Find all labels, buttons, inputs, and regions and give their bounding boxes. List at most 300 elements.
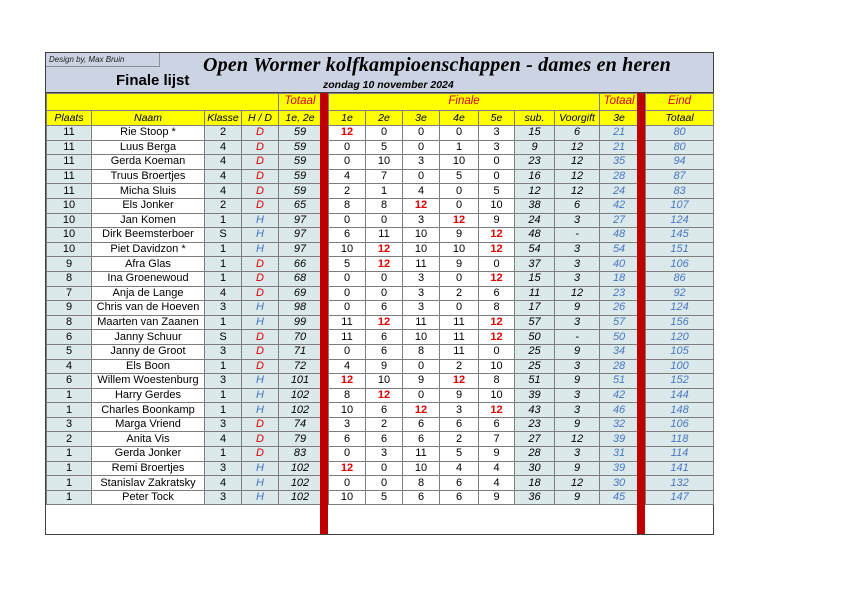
cell-finale-4e: 12 — [440, 213, 479, 228]
cell-finale-1e: 6 — [329, 228, 366, 243]
results-table — [46, 93, 714, 505]
cell-totaal-3e: 31 — [600, 447, 639, 462]
cell-finale-3e: 3 — [403, 271, 440, 286]
cell-totaal-3e: 24 — [600, 184, 639, 199]
cell-klasse: 4 — [205, 476, 242, 491]
cell-hd: H — [242, 301, 279, 316]
cell-finale-3e: 0 — [403, 359, 440, 374]
cell-totaal-1e2e: 102 — [279, 490, 322, 505]
col-header-plaats: Plaats — [47, 110, 92, 126]
table-row — [47, 432, 714, 447]
cell-finale-5e: 4 — [479, 476, 515, 491]
cell-finale-4e: 5 — [440, 169, 479, 184]
cell-voorgift: - — [555, 330, 600, 345]
cell-finale-2e: 6 — [366, 301, 403, 316]
cell-finale-1e: 0 — [329, 271, 366, 286]
cell-klasse: 4 — [205, 432, 242, 447]
cell-finale-3e: 10 — [403, 228, 440, 243]
cell-sub: 43 — [515, 403, 555, 418]
cell-totaal-3e: 28 — [600, 169, 639, 184]
cell-plaats: 3 — [47, 417, 92, 432]
cell-finale-1e: 0 — [329, 286, 366, 301]
cell-plaats: 11 — [47, 126, 92, 141]
cell-totaal-3e: 39 — [600, 461, 639, 476]
cell-finale-3e: 8 — [403, 344, 440, 359]
cell-klasse: S — [205, 228, 242, 243]
cell-voorgift: - — [555, 228, 600, 243]
cell-finale-1e: 0 — [329, 155, 366, 170]
cell-player-name: Stanislav Zakratsky — [92, 476, 205, 491]
cell-eind-totaal: 124 — [646, 213, 714, 228]
cell-finale-4e: 12 — [440, 374, 479, 389]
cell-sub: 48 — [515, 228, 555, 243]
header-group-finale: Finale — [329, 94, 600, 111]
cell-finale-2e: 0 — [366, 461, 403, 476]
cell-totaal-3e: 26 — [600, 301, 639, 316]
col-header-1e: 1e — [329, 110, 366, 126]
cell-finale-4e: 9 — [440, 257, 479, 272]
cell-finale-1e: 0 — [329, 447, 366, 462]
cell-plaats: 10 — [47, 213, 92, 228]
cell-finale-2e: 0 — [366, 286, 403, 301]
cell-voorgift: 3 — [555, 257, 600, 272]
cell-plaats: 11 — [47, 184, 92, 199]
cell-eind-totaal: 148 — [646, 403, 714, 418]
cell-totaal-3e: 32 — [600, 417, 639, 432]
cell-totaal-1e2e: 97 — [279, 213, 322, 228]
cell-klasse: 4 — [205, 286, 242, 301]
cell-sub: 11 — [515, 286, 555, 301]
header-group-eind: Eind — [646, 94, 714, 111]
col-header-klasse: Klasse — [205, 110, 242, 126]
cell-hd: D — [242, 330, 279, 345]
cell-totaal-1e2e: 68 — [279, 271, 322, 286]
cell-sub: 16 — [515, 169, 555, 184]
cell-sub: 18 — [515, 476, 555, 491]
cell-totaal-3e: 30 — [600, 476, 639, 491]
cell-totaal-3e: 18 — [600, 271, 639, 286]
cell-eind-totaal: 145 — [646, 228, 714, 243]
cell-klasse: 1 — [205, 388, 242, 403]
cell-finale-3e: 12 — [403, 198, 440, 213]
cell-finale-2e: 8 — [366, 198, 403, 213]
cell-plaats: 4 — [47, 359, 92, 374]
cell-voorgift: 12 — [555, 169, 600, 184]
cell-player-name: Maarten van Zaanen — [92, 315, 205, 330]
cell-finale-3e: 3 — [403, 155, 440, 170]
cell-klasse: 3 — [205, 490, 242, 505]
cell-finale-5e: 4 — [479, 461, 515, 476]
cell-finale-3e: 10 — [403, 461, 440, 476]
cell-totaal-3e: 48 — [600, 228, 639, 243]
cell-finale-3e: 4 — [403, 184, 440, 199]
cell-klasse: 4 — [205, 155, 242, 170]
cell-sub: 23 — [515, 417, 555, 432]
cell-finale-1e: 0 — [329, 476, 366, 491]
cell-player-name: Anja de Lange — [92, 286, 205, 301]
cell-voorgift: 3 — [555, 447, 600, 462]
cell-hd: D — [242, 169, 279, 184]
cell-hd: H — [242, 228, 279, 243]
cell-totaal-3e: 40 — [600, 257, 639, 272]
header-spacer — [47, 94, 279, 111]
cell-plaats: 1 — [47, 490, 92, 505]
cell-finale-1e: 0 — [329, 344, 366, 359]
col-header-3e: 3e — [403, 110, 440, 126]
cell-finale-1e: 3 — [329, 417, 366, 432]
cell-eind-totaal: 107 — [646, 198, 714, 213]
cell-plaats: 9 — [47, 257, 92, 272]
cell-voorgift: 9 — [555, 417, 600, 432]
event-date: zondag 10 november 2024 — [323, 79, 454, 91]
cell-finale-1e: 4 — [329, 359, 366, 374]
cell-totaal-3e: 23 — [600, 286, 639, 301]
cell-finale-2e: 5 — [366, 140, 403, 155]
cell-finale-3e: 3 — [403, 286, 440, 301]
cell-finale-5e: 9 — [479, 490, 515, 505]
cell-eind-totaal: 105 — [646, 344, 714, 359]
cell-klasse: 1 — [205, 447, 242, 462]
cell-finale-3e: 12 — [403, 403, 440, 418]
cell-finale-4e: 4 — [440, 461, 479, 476]
cell-voorgift: 3 — [555, 213, 600, 228]
col-header-voorgift: Voorgift — [555, 110, 600, 126]
cell-totaal-3e: 51 — [600, 374, 639, 389]
cell-voorgift: 3 — [555, 315, 600, 330]
cell-totaal-3e: 57 — [600, 315, 639, 330]
cell-eind-totaal: 87 — [646, 169, 714, 184]
cell-sub: 25 — [515, 359, 555, 374]
cell-sub: 57 — [515, 315, 555, 330]
cell-voorgift: 12 — [555, 476, 600, 491]
cell-sub: 27 — [515, 432, 555, 447]
cell-finale-4e: 11 — [440, 344, 479, 359]
cell-hd: D — [242, 155, 279, 170]
col-header-sub: sub. — [515, 110, 555, 126]
cell-finale-2e: 6 — [366, 330, 403, 345]
cell-plaats: 10 — [47, 242, 92, 257]
cell-finale-5e: 12 — [479, 271, 515, 286]
cell-finale-4e: 2 — [440, 432, 479, 447]
cell-plaats: 1 — [47, 388, 92, 403]
cell-finale-2e: 6 — [366, 403, 403, 418]
cell-hd: D — [242, 344, 279, 359]
cell-klasse: 3 — [205, 461, 242, 476]
cell-eind-totaal: 100 — [646, 359, 714, 374]
cell-eind-totaal: 144 — [646, 388, 714, 403]
cell-finale-1e: 10 — [329, 490, 366, 505]
cell-eind-totaal: 106 — [646, 257, 714, 272]
red-divider-band-right — [637, 93, 645, 534]
cell-finale-5e: 3 — [479, 126, 515, 141]
cell-finale-4e: 11 — [440, 315, 479, 330]
cell-finale-4e: 11 — [440, 330, 479, 345]
cell-finale-2e: 6 — [366, 432, 403, 447]
header-group-row — [47, 94, 714, 111]
cell-finale-5e: 12 — [479, 403, 515, 418]
cell-finale-5e: 3 — [479, 140, 515, 155]
cell-plaats: 6 — [47, 374, 92, 389]
cell-hd: H — [242, 476, 279, 491]
cell-hd: D — [242, 417, 279, 432]
cell-finale-3e: 0 — [403, 169, 440, 184]
design-credit: Design by, Max Bruin — [46, 53, 160, 67]
cell-player-name: Gerda Jonker — [92, 447, 205, 462]
cell-finale-4e: 6 — [440, 490, 479, 505]
cell-klasse: 3 — [205, 301, 242, 316]
cell-voorgift: 12 — [555, 286, 600, 301]
cell-finale-3e: 3 — [403, 301, 440, 316]
cell-finale-2e: 0 — [366, 126, 403, 141]
cell-finale-1e: 11 — [329, 315, 366, 330]
cell-klasse: S — [205, 330, 242, 345]
table-row — [47, 140, 714, 155]
table-row — [47, 301, 714, 316]
cell-totaal-1e2e: 59 — [279, 155, 322, 170]
cell-voorgift: 12 — [555, 432, 600, 447]
cell-eind-totaal: 114 — [646, 447, 714, 462]
cell-finale-5e: 6 — [479, 286, 515, 301]
cell-finale-3e: 0 — [403, 388, 440, 403]
cell-voorgift: 12 — [555, 155, 600, 170]
cell-finale-1e: 0 — [329, 301, 366, 316]
cell-sub: 28 — [515, 447, 555, 462]
cell-finale-2e: 0 — [366, 271, 403, 286]
cell-sub: 54 — [515, 242, 555, 257]
cell-player-name: Els Jonker — [92, 198, 205, 213]
cell-voorgift: 12 — [555, 140, 600, 155]
cell-voorgift: 9 — [555, 490, 600, 505]
cell-eind-totaal: 132 — [646, 476, 714, 491]
cell-voorgift: 3 — [555, 403, 600, 418]
cell-player-name: Micha Sluis — [92, 184, 205, 199]
cell-finale-3e: 0 — [403, 140, 440, 155]
cell-player-name: Janny de Groot — [92, 344, 205, 359]
cell-klasse: 4 — [205, 140, 242, 155]
cell-sub: 36 — [515, 490, 555, 505]
cell-totaal-1e2e: 59 — [279, 184, 322, 199]
cell-finale-3e: 6 — [403, 490, 440, 505]
cell-klasse: 3 — [205, 417, 242, 432]
cell-klasse: 3 — [205, 374, 242, 389]
cell-finale-4e: 1 — [440, 140, 479, 155]
col-header-eind-totaal: Totaal — [646, 110, 714, 126]
cell-totaal-1e2e: 59 — [279, 140, 322, 155]
cell-hd: H — [242, 213, 279, 228]
cell-hd: D — [242, 359, 279, 374]
cell-sub: 30 — [515, 461, 555, 476]
cell-totaal-1e2e: 98 — [279, 301, 322, 316]
cell-finale-1e: 8 — [329, 198, 366, 213]
cell-finale-2e: 1 — [366, 184, 403, 199]
table-row — [47, 417, 714, 432]
cell-player-name: Peter Tock — [92, 490, 205, 505]
cell-finale-1e: 6 — [329, 432, 366, 447]
cell-finale-5e: 0 — [479, 257, 515, 272]
cell-plaats: 2 — [47, 432, 92, 447]
table-row — [47, 257, 714, 272]
cell-finale-2e: 12 — [366, 388, 403, 403]
results-body — [47, 126, 714, 505]
cell-finale-4e: 2 — [440, 286, 479, 301]
sheet-header — [46, 53, 713, 93]
cell-plaats: 11 — [47, 155, 92, 170]
cell-finale-4e: 10 — [440, 155, 479, 170]
cell-totaal-1e2e: 99 — [279, 315, 322, 330]
cell-eind-totaal: 92 — [646, 286, 714, 301]
cell-totaal-1e2e: 97 — [279, 228, 322, 243]
cell-sub: 51 — [515, 374, 555, 389]
table-row — [47, 198, 714, 213]
cell-finale-4e: 0 — [440, 271, 479, 286]
cell-voorgift: 12 — [555, 184, 600, 199]
list-title: Finale lijst — [116, 72, 190, 89]
cell-finale-2e: 10 — [366, 374, 403, 389]
cell-hd: D — [242, 257, 279, 272]
cell-sub: 25 — [515, 344, 555, 359]
cell-sub: 17 — [515, 301, 555, 316]
cell-eind-totaal: 94 — [646, 155, 714, 170]
cell-plaats: 1 — [47, 447, 92, 462]
cell-totaal-3e: 21 — [600, 140, 639, 155]
cell-finale-5e: 0 — [479, 169, 515, 184]
cell-eind-totaal: 151 — [646, 242, 714, 257]
cell-finale-5e: 7 — [479, 432, 515, 447]
header-columns-row — [47, 110, 714, 126]
header-group-totaal-right: Totaal — [600, 94, 639, 111]
cell-eind-totaal: 118 — [646, 432, 714, 447]
cell-hd: D — [242, 447, 279, 462]
cell-hd: H — [242, 374, 279, 389]
cell-finale-2e: 12 — [366, 257, 403, 272]
cell-player-name: Anita Vis — [92, 432, 205, 447]
cell-totaal-1e2e: 65 — [279, 198, 322, 213]
cell-plaats: 11 — [47, 169, 92, 184]
cell-finale-2e: 0 — [366, 476, 403, 491]
cell-finale-5e: 10 — [479, 198, 515, 213]
table-row — [47, 330, 714, 345]
cell-player-name: Dirk Beemsterboer — [92, 228, 205, 243]
col-header-totaal-1e2e: 1e, 2e — [279, 110, 322, 126]
cell-sub: 39 — [515, 388, 555, 403]
cell-finale-5e: 12 — [479, 315, 515, 330]
cell-finale-5e: 12 — [479, 242, 515, 257]
cell-totaal-3e: 21 — [600, 126, 639, 141]
cell-finale-1e: 8 — [329, 388, 366, 403]
table-row — [47, 388, 714, 403]
cell-totaal-3e: 46 — [600, 403, 639, 418]
cell-klasse: 4 — [205, 184, 242, 199]
cell-finale-3e: 6 — [403, 417, 440, 432]
col-header-hd: H / D — [242, 110, 279, 126]
table-row — [47, 344, 714, 359]
cell-totaal-1e2e: 97 — [279, 242, 322, 257]
cell-sub: 37 — [515, 257, 555, 272]
cell-finale-2e: 0 — [366, 213, 403, 228]
cell-totaal-3e: 54 — [600, 242, 639, 257]
cell-sub: 15 — [515, 126, 555, 141]
cell-finale-1e: 11 — [329, 330, 366, 345]
cell-finale-2e: 12 — [366, 242, 403, 257]
cell-totaal-1e2e: 59 — [279, 169, 322, 184]
cell-finale-3e: 0 — [403, 126, 440, 141]
cell-eind-totaal: 86 — [646, 271, 714, 286]
table-row — [47, 242, 714, 257]
cell-finale-5e: 12 — [479, 330, 515, 345]
cell-plaats: 8 — [47, 271, 92, 286]
table-row — [47, 374, 714, 389]
cell-player-name: Harry Gerdes — [92, 388, 205, 403]
cell-plaats: 9 — [47, 301, 92, 316]
cell-klasse: 1 — [205, 242, 242, 257]
cell-finale-1e: 12 — [329, 126, 366, 141]
cell-totaal-1e2e: 83 — [279, 447, 322, 462]
cell-totaal-3e: 34 — [600, 344, 639, 359]
cell-hd: D — [242, 126, 279, 141]
cell-eind-totaal: 80 — [646, 140, 714, 155]
cell-finale-3e: 11 — [403, 257, 440, 272]
cell-totaal-1e2e: 102 — [279, 388, 322, 403]
col-header-2e: 2e — [366, 110, 403, 126]
cell-totaal-1e2e: 79 — [279, 432, 322, 447]
cell-player-name: Marga Vriend — [92, 417, 205, 432]
cell-klasse: 1 — [205, 213, 242, 228]
cell-finale-1e: 2 — [329, 184, 366, 199]
table-row — [47, 447, 714, 462]
cell-totaal-1e2e: 74 — [279, 417, 322, 432]
cell-finale-2e: 2 — [366, 417, 403, 432]
cell-klasse: 2 — [205, 198, 242, 213]
cell-hd: D — [242, 184, 279, 199]
cell-plaats: 8 — [47, 315, 92, 330]
cell-finale-3e: 10 — [403, 330, 440, 345]
cell-sub: 23 — [515, 155, 555, 170]
cell-finale-4e: 10 — [440, 242, 479, 257]
cell-finale-3e: 11 — [403, 315, 440, 330]
cell-player-name: Piet Davidzon * — [92, 242, 205, 257]
cell-totaal-3e: 28 — [600, 359, 639, 374]
cell-sub: 24 — [515, 213, 555, 228]
cell-voorgift: 9 — [555, 374, 600, 389]
cell-player-name: Truus Broertjes — [92, 169, 205, 184]
cell-hd: D — [242, 140, 279, 155]
cell-finale-2e: 11 — [366, 228, 403, 243]
cell-totaal-3e: 45 — [600, 490, 639, 505]
cell-player-name: Gerda Koeman — [92, 155, 205, 170]
cell-voorgift: 3 — [555, 359, 600, 374]
cell-finale-4e: 5 — [440, 447, 479, 462]
cell-klasse: 3 — [205, 344, 242, 359]
table-row — [47, 184, 714, 199]
cell-finale-5e: 6 — [479, 417, 515, 432]
cell-finale-5e: 12 — [479, 228, 515, 243]
col-header-totaal-3e: 3e — [600, 110, 639, 126]
cell-eind-totaal: 80 — [646, 126, 714, 141]
cell-voorgift: 6 — [555, 126, 600, 141]
cell-finale-2e: 9 — [366, 359, 403, 374]
page-title: Open Wormer kolfkampioenschappen - dames en heren — [203, 54, 671, 76]
cell-klasse: 1 — [205, 315, 242, 330]
cell-totaal-3e: 27 — [600, 213, 639, 228]
cell-plaats: 6 — [47, 330, 92, 345]
table-row — [47, 126, 714, 141]
cell-finale-4e: 0 — [440, 301, 479, 316]
cell-klasse: 2 — [205, 126, 242, 141]
cell-finale-2e: 7 — [366, 169, 403, 184]
cell-voorgift: 9 — [555, 461, 600, 476]
header-group-totaal-left: Totaal — [279, 94, 322, 111]
cell-klasse: 1 — [205, 359, 242, 374]
